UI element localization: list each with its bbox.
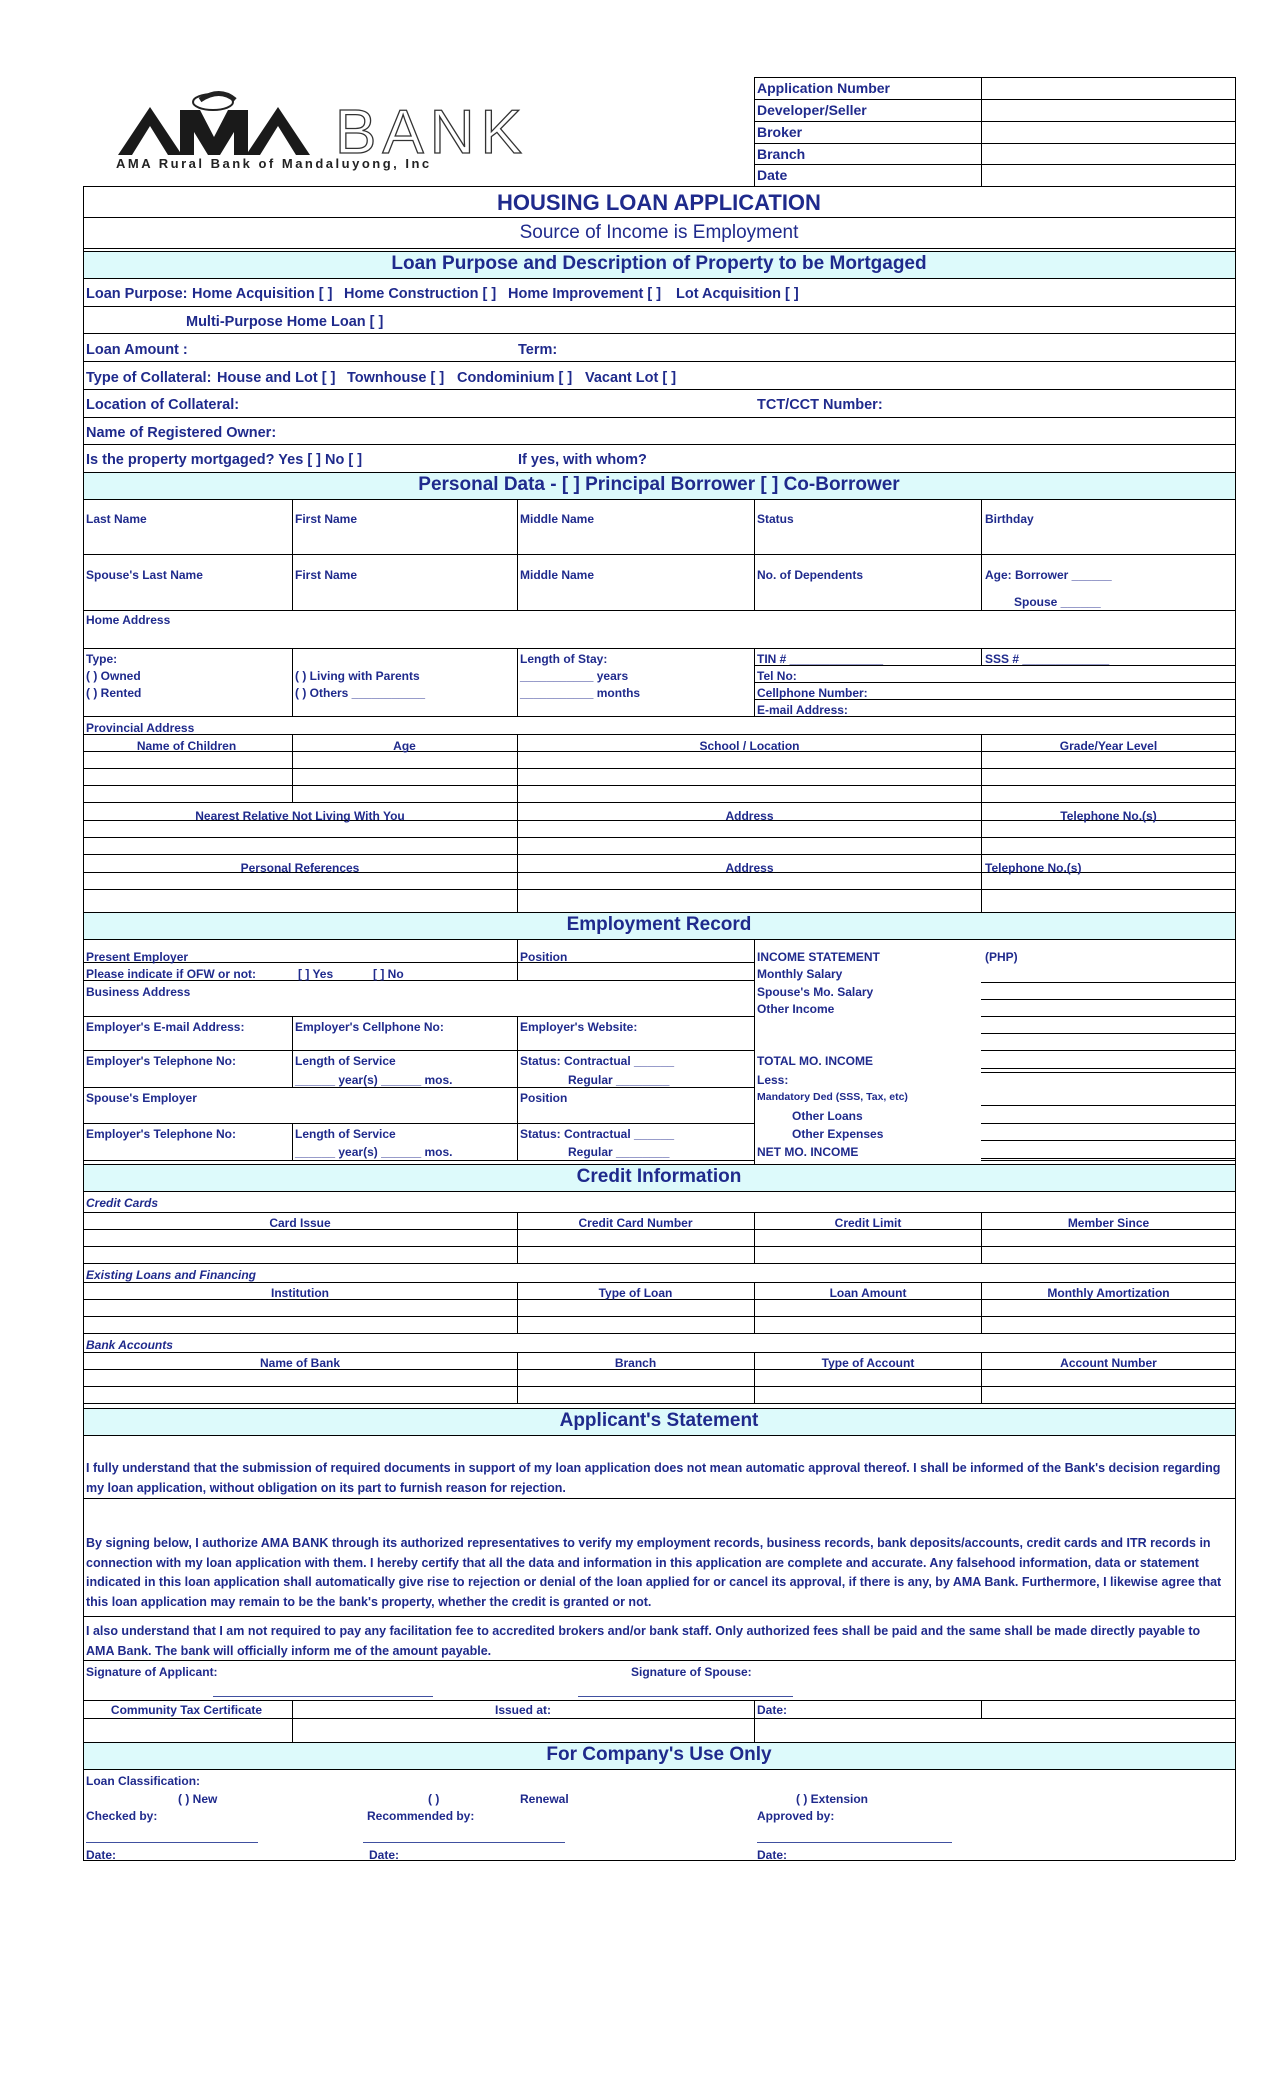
grid-hline: [981, 999, 1235, 1000]
grid-hline: [83, 278, 1235, 279]
grid-hline: [83, 554, 1235, 555]
grid-hline: [83, 1087, 754, 1088]
condominium-option[interactable]: Condominium [ ]: [457, 370, 573, 386]
existing-loans-label: Existing Loans and Financing: [86, 1268, 257, 1282]
loan-amount-label: Loan Amount :: [86, 342, 188, 358]
vacant-lot-option[interactable]: Vacant Lot [ ]: [585, 370, 677, 386]
logo-letter-a2-icon: [246, 107, 310, 155]
employer-website-label: Employer's Website:: [520, 1020, 638, 1034]
email-label: E-mail Address:: [757, 703, 848, 717]
grid-hline: [83, 1352, 1235, 1353]
grid-hline: [83, 1212, 1235, 1213]
credit-information-heading: Credit Information: [576, 1166, 742, 1187]
living-with-parents-option[interactable]: ( ) Living with Parents: [295, 669, 420, 683]
checked-by-line[interactable]: [86, 1842, 258, 1843]
developer-seller-label: Developer/Seller: [757, 102, 867, 118]
grid-hline: [83, 734, 1235, 735]
tct-number-label: TCT/CCT Number:: [757, 397, 883, 413]
grid-hline: [83, 1700, 1235, 1701]
provincial-address-label: Provincial Address: [86, 721, 195, 735]
middle-name-label: Middle Name: [520, 512, 595, 526]
grid-vline: [517, 939, 518, 980]
grid-vline: [517, 1087, 518, 1160]
grid-hline: [981, 1068, 1235, 1069]
grid-vline: [83, 186, 84, 1860]
page-title: HOUSING LOAN APPLICATION: [497, 190, 821, 215]
grid-vline: [517, 499, 518, 610]
sss-label: SSS # _____________: [985, 652, 1110, 666]
php-label: (PHP): [985, 950, 1018, 964]
checked-date-label: Date:: [86, 1848, 117, 1862]
grid-hline: [754, 99, 1235, 100]
business-address-label: Business Address: [86, 985, 191, 999]
reference-address-header: Address: [725, 861, 774, 875]
application-number-field[interactable]: [983, 78, 1233, 98]
grid-hline: [83, 1386, 1235, 1387]
employer-cellphone-label: Employer's Cellphone No:: [295, 1020, 444, 1034]
grid-hline: [83, 1316, 1235, 1317]
grid-hline: [83, 610, 1235, 611]
rented-option[interactable]: ( ) Rented: [86, 686, 142, 700]
grid-hline: [83, 1860, 1235, 1861]
grid-vline: [292, 648, 293, 716]
card-number-header: Credit Card Number: [578, 1216, 693, 1230]
children-age-header: Age: [393, 739, 416, 753]
grade-level-header: Grade/Year Level: [1059, 739, 1158, 753]
personal-data-heading: Personal Data - [ ] Principal Borrower [ ] Co-Borrower: [418, 474, 900, 495]
grid-hline: [83, 186, 1235, 187]
home-acquisition-option[interactable]: Home Acquisition [ ]: [192, 286, 333, 302]
mortgaged-with-whom-label: If yes, with whom?: [518, 452, 647, 468]
grid-hline: [83, 768, 1235, 769]
grid-vline: [754, 648, 755, 716]
monthly-salary-label: Monthly Salary: [757, 967, 843, 981]
broker-label: Broker: [757, 124, 803, 140]
grid-vline: [292, 1123, 293, 1160]
grid-vline: [754, 77, 755, 186]
tin-label: TIN # ______________: [757, 652, 884, 666]
grid-vline: [981, 648, 982, 665]
lot-acquisition-option[interactable]: Lot Acquisition [ ]: [676, 286, 799, 302]
credit-limit-header: Credit Limit: [834, 1216, 902, 1230]
grid-hline: [754, 164, 1235, 165]
loan-classification-label: Loan Classification:: [86, 1774, 201, 1788]
grid-vline: [981, 1700, 982, 1718]
grid-hline: [83, 1191, 1235, 1192]
grid-hline: [83, 802, 1235, 803]
grid-hline: [83, 306, 1235, 307]
grid-hline: [981, 1123, 1235, 1124]
grid-hline: [83, 417, 1235, 418]
other-income-label: Other Income: [757, 1002, 835, 1016]
grid-hline: [754, 121, 1235, 122]
signature-spouse-label: Signature of Spouse:: [631, 1665, 752, 1679]
registered-owner-label: Name of Registered Owner:: [86, 425, 277, 441]
account-number-header: Account Number: [1060, 1356, 1157, 1370]
grid-hline: [83, 1050, 754, 1051]
grid-vline: [754, 499, 755, 610]
grid-hline: [981, 982, 1235, 983]
grid-hline: [83, 1616, 1235, 1617]
reference-telephone-header: Telephone No.(s): [985, 861, 1082, 875]
classification-renewal-label: Renewal: [520, 1792, 569, 1806]
employer-email-label: Employer's E-mail Address:: [86, 1020, 245, 1034]
total-income-label: TOTAL MO. INCOME: [757, 1054, 873, 1068]
grid-vline: [517, 734, 518, 912]
last-name-label: Last Name: [86, 512, 147, 526]
recommended-by-label: Recommended by:: [367, 1809, 475, 1823]
grid-vline: [517, 648, 518, 716]
ofw-yes-option[interactable]: [ ] Yes: [298, 967, 334, 981]
spouse-position-label: Position: [520, 1091, 568, 1105]
approved-date-label: Date:: [757, 1848, 788, 1862]
grid-hline: [83, 1246, 1235, 1247]
less-label: Less:: [757, 1073, 789, 1087]
residence-type-label: Type:: [86, 652, 118, 666]
status-contractual-label: Status: Contractual ______: [520, 1054, 675, 1068]
home-address-label: Home Address: [86, 613, 171, 627]
approved-by-label: Approved by:: [757, 1809, 835, 1823]
ofw-question: Please indicate if OFW or not:: [86, 967, 257, 981]
grid-hline: [83, 1282, 1235, 1283]
other-expenses-label: Other Expenses: [792, 1127, 884, 1141]
logo-letter-a1-icon: [118, 107, 182, 155]
logo-subtitle: AMA Rural Bank of Mandaluyong, Inc: [116, 156, 432, 171]
grid-hline: [83, 499, 1235, 500]
credit-cards-label: Credit Cards: [86, 1196, 159, 1210]
net-income-label: NET MO. INCOME: [757, 1145, 859, 1159]
spouse-length-of-service-label: Length of Service: [295, 1127, 396, 1141]
home-improvement-option[interactable]: Home Improvement [ ]: [508, 286, 662, 302]
employer-telephone-label: Employer's Telephone No:: [86, 1054, 236, 1068]
status-label: Status: [757, 512, 794, 526]
application-number-label: Application Number: [757, 80, 891, 96]
townhouse-option[interactable]: Townhouse [ ]: [347, 370, 445, 386]
grid-hline: [981, 1105, 1235, 1106]
spouse-employer-label: Spouse's Employer: [86, 1091, 197, 1105]
signature-spouse-line[interactable]: [578, 1696, 793, 1697]
employment-record-heading: Employment Record: [566, 914, 752, 935]
grid-hline: [83, 1123, 754, 1124]
income-statement-label: INCOME STATEMENT: [757, 950, 880, 964]
stay-years-label: ___________ years: [520, 669, 629, 683]
children-name-header: Name of Children: [136, 739, 237, 753]
birthday-label: Birthday: [985, 512, 1034, 526]
grid-hline: [981, 1140, 1235, 1141]
loan-amount-header: Loan Amount: [829, 1286, 907, 1300]
grid-hline: [83, 389, 1235, 390]
bank-name-header: Name of Bank: [259, 1356, 341, 1370]
bank-logo: [110, 82, 600, 172]
recommended-date-label: Date:: [369, 1848, 400, 1862]
status-regular-label: Regular ________: [568, 1073, 670, 1087]
grid-hline: [83, 648, 1235, 649]
logo-letter-m-icon: [180, 110, 248, 155]
owned-option[interactable]: ( ) Owned: [86, 669, 141, 683]
recommended-by-line[interactable]: [363, 1842, 565, 1843]
grid-hline: [83, 1403, 1235, 1404]
company-use-heading: For Company's Use Only: [546, 1744, 772, 1765]
statement-paragraph-1: I fully understand that the submission of required documents in support of my loan application does not mean automatic approval thereof. I shall be informed of the Bank's decision regarding my loan application, without obligation on its part to furnish reason for rejection.: [86, 1461, 1221, 1495]
cellphone-label: Cellphone Number:: [757, 686, 868, 700]
grid-hline: [981, 1033, 1235, 1034]
grid-vline: [292, 1016, 293, 1087]
grid-hline: [981, 1050, 1235, 1051]
grid-hline: [83, 837, 1235, 838]
grid-hline: [83, 248, 1235, 249]
account-type-header: Type of Account: [821, 1356, 915, 1370]
signature-applicant-label: Signature of Applicant:: [86, 1665, 218, 1679]
dependents-label: No. of Dependents: [757, 568, 864, 582]
age-spouse-label: Spouse ______: [1014, 595, 1101, 609]
date-label: Date: [757, 167, 788, 183]
grid-vline: [292, 499, 293, 610]
issued-at-label: Issued at:: [494, 1703, 551, 1717]
position-label: Position: [520, 950, 568, 964]
member-since-header: Member Since: [1067, 1216, 1150, 1230]
grid-hline: [981, 1072, 1235, 1073]
collateral-location-label: Location of Collateral:: [86, 397, 240, 413]
logo-bank-word: BANK: [335, 98, 528, 167]
length-of-service-value: ______ year(s) ______ mos.: [295, 1073, 453, 1087]
spouse-first-name-label: First Name: [295, 568, 358, 582]
grid-hline: [83, 716, 1235, 717]
grid-hline: [754, 682, 1235, 683]
grid-vline: [1235, 77, 1236, 1860]
ofw-no-option[interactable]: [ ] No: [373, 967, 404, 981]
stay-months-label: ___________ months: [520, 686, 641, 700]
grid-vline: [517, 1016, 518, 1087]
grid-hline: [981, 1160, 1235, 1161]
grid-hline: [981, 1158, 1235, 1159]
relative-address-header: Address: [725, 809, 774, 823]
grid-hline: [83, 1263, 1235, 1264]
multi-purpose-option[interactable]: Multi-Purpose Home Loan [ ]: [186, 314, 384, 330]
length-of-stay-label: Length of Stay:: [520, 652, 608, 666]
other-loans-label: Other Loans: [792, 1109, 863, 1123]
grid-hline: [83, 1498, 1235, 1499]
grid-hline: [83, 333, 1235, 334]
approved-by-line[interactable]: [757, 1842, 952, 1843]
grid-vline: [754, 939, 755, 1164]
grid-vline: [981, 499, 982, 610]
spouse-salary-label: Spouse's Mo. Salary: [757, 985, 874, 999]
personal-references-header: Personal References: [240, 861, 360, 875]
length-of-service-label: Length of Service: [295, 1054, 396, 1068]
type-of-loan-header: Type of Loan: [598, 1286, 673, 1300]
grid-hline: [83, 1718, 1235, 1719]
grid-hline: [83, 939, 1235, 940]
signature-applicant-line[interactable]: [213, 1696, 433, 1697]
grid-hline: [981, 1016, 1235, 1017]
applicant-statement-heading: Applicant's Statement: [559, 1410, 759, 1431]
others-option[interactable]: ( ) Others ___________: [295, 686, 426, 700]
branch-label: Branch: [757, 146, 806, 162]
mortgaged-question[interactable]: Is the property mortgaged? Yes [ ] No [ ]: [86, 452, 363, 468]
loan-purpose-heading: Loan Purpose and Description of Property to be Mortgaged: [391, 253, 927, 274]
spouse-last-name-label: Spouse's Last Name: [86, 568, 203, 582]
grid-vline: [754, 1700, 755, 1742]
present-employer-label: Present Employer: [86, 950, 189, 964]
ctc-date-label: Date:: [757, 1703, 788, 1717]
bank-accounts-label: Bank Accounts: [86, 1338, 173, 1352]
checked-by-label: Checked by:: [86, 1809, 158, 1823]
classification-extension-option[interactable]: ( ) Extension: [796, 1792, 869, 1806]
grid-hline: [754, 143, 1235, 144]
tel-no-label: Tel No:: [757, 669, 797, 683]
grid-hline: [83, 217, 1235, 218]
grid-hline: [83, 854, 1235, 855]
loan-purpose-label: Loan Purpose:: [86, 286, 188, 302]
monthly-amortization-header: Monthly Amortization: [1047, 1286, 1170, 1300]
spouse-length-of-service-value: ______ year(s) ______ mos.: [295, 1145, 453, 1159]
classification-renewal-checkbox[interactable]: ( ): [428, 1792, 440, 1806]
community-tax-certificate-label: Community Tax Certificate: [110, 1703, 263, 1717]
grid-hline: [83, 1016, 754, 1017]
grid-hline: [83, 1769, 1235, 1770]
school-location-header: School / Location: [699, 739, 800, 753]
house-and-lot-option[interactable]: House and Lot [ ]: [217, 370, 336, 386]
grid-hline: [83, 444, 1235, 445]
grid-vline: [981, 734, 982, 912]
card-issue-header: Card Issue: [269, 1216, 331, 1230]
relative-telephone-header: Telephone No.(s): [1060, 809, 1157, 823]
grid-hline: [83, 1160, 754, 1161]
nearest-relative-header: Nearest Relative Not Living With You: [195, 809, 405, 823]
grid-hline: [83, 889, 1235, 890]
home-construction-option[interactable]: Home Construction [ ]: [344, 286, 497, 302]
mandatory-deductions-label: Mandatory Ded (SSS, Tax, etc): [757, 1091, 908, 1103]
spouse-employer-telephone-label: Employer's Telephone No:: [86, 1127, 236, 1141]
collateral-type-label: Type of Collateral:: [86, 370, 212, 386]
statement-paragraph-2: By signing below, I authorize AMA BANK through its authorized representatives to verify my employment records, business records, bank deposits/accounts, credit cards and ITR records in connection with my loan application with them. I hereby certify that all the data and information in this application are complete and accurate. Any falsehood information, data or statement indicated in this loan application shall automatically give rise to rejection or denial of the loan applied for or cancel its approval, if there is any, by AMA Bank. Furthermore, I likewise agree that this loan application may remain to be the bank's property, whether the credit is granted or not.: [86, 1536, 1222, 1609]
grid-hline: [83, 361, 1235, 362]
income-source-title: Source of Income is Employment: [519, 222, 799, 243]
first-name-label: First Name: [295, 512, 358, 526]
spouse-status-contractual-label: Status: Contractual ______: [520, 1127, 675, 1141]
term-label: Term:: [518, 342, 558, 358]
grid-hline: [83, 1333, 1235, 1334]
statement-paragraph-3: I also understand that I am not required to pay any facilitation fee to accredited brokers and/or bank staff. Only authorized fees shall be paid and the same shall be made directly payable to AMA Bank. The bank will officially inform me of the amount payable.: [86, 1624, 1201, 1658]
spouse-status-regular-label: Regular ________: [568, 1145, 670, 1159]
grid-vline: [981, 77, 982, 186]
age-borrower-label: Age: Borrower ______: [985, 568, 1112, 582]
spouse-middle-name-label: Middle Name: [520, 568, 595, 582]
grid-hline: [83, 1435, 1235, 1436]
classification-new-option[interactable]: ( ) New: [178, 1792, 218, 1806]
grid-hline: [83, 785, 1235, 786]
bank-branch-header: Branch: [614, 1356, 657, 1370]
institution-header: Institution: [271, 1286, 329, 1300]
